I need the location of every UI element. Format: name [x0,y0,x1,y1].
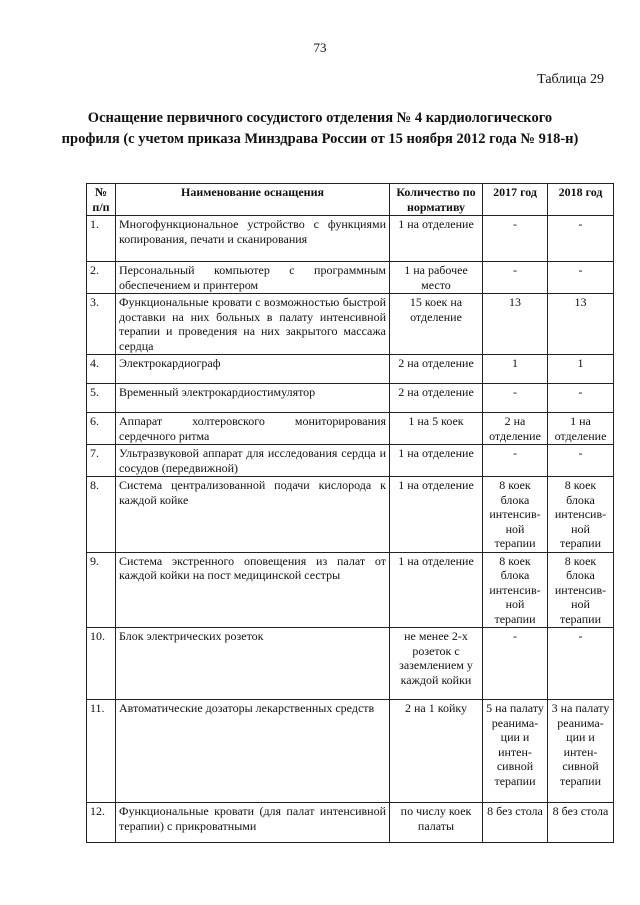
norm-quantity-cell: не менее 2-х розеток с заземлением у каждой койки [390,628,483,700]
row-number-cell: 8. [87,477,116,553]
equipment-name-cell: Функциональные кровати (для палат интенсивной терапии) с прикроватными [116,803,390,843]
norm-quantity-cell: 2 на отделение [390,355,483,384]
year-2017-cell: 8 коек блока интенсив-ной терапии [483,552,548,628]
year-2017-cell: - [483,384,548,413]
row-number-cell: 10. [87,628,116,700]
year-2017-cell: - [483,262,548,294]
norm-quantity-cell: 1 на отделение [390,445,483,477]
table-body [87,216,614,843]
norm-quantity-cell: по числу коек палаты [390,803,483,843]
year-2018-cell: 13 [548,294,614,355]
norm-quantity-cell: 1 на отделение [390,216,483,262]
header-2018: 2018 год [548,184,614,216]
row-number-cell: 7. [87,445,116,477]
table-row [87,294,614,355]
year-2018-cell: 1 [548,355,614,384]
table-row [87,355,614,384]
year-2017-cell: 13 [483,294,548,355]
norm-quantity-cell: 1 на 5 коек [390,413,483,445]
table-row [87,700,614,803]
table-row [87,384,614,413]
equipment-name-cell: Функциональные кровати с возможностью быстрой доставки на них больных в палату интенсивной терапии и проведения на них закрытого массажа сердца [116,294,390,355]
table-row [87,803,614,843]
year-2018-cell: - [548,445,614,477]
norm-quantity-cell: 1 на рабочее место [390,262,483,294]
equipment-name-cell: Блок электрических розеток [116,628,390,700]
equipment-name-cell: Временный электрокардиостимулятор [116,384,390,413]
table-row [87,628,614,700]
table-row [87,216,614,262]
year-2018-cell: 8 без стола [548,803,614,843]
equipment-table [86,183,614,843]
year-2018-cell: - [548,628,614,700]
row-number-cell: 12. [87,803,116,843]
equipment-name-cell: Персональный компьютер с программным обеспечением и принтером [116,262,390,294]
row-number-cell: 4. [87,355,116,384]
year-2018-cell: 8 коек блока интенсив-ной терапии [548,477,614,553]
row-number-cell: 5. [87,384,116,413]
equipment-name-cell: Система централизованной подачи кислорода к каждой койке [116,477,390,553]
document-title: Оснащение первичного сосудистого отделения № 4 кардиологического профиля (с учетом приказа Минздрава России от 15 ноября 2012 года № 918-н) [61,110,579,147]
row-number-cell: 1. [87,216,116,262]
table-row [87,262,614,294]
year-2018-cell: - [548,384,614,413]
norm-quantity-cell: 15 коек на отделение [390,294,483,355]
header-name: Наименование оснащения [116,184,390,216]
table-row [87,552,614,628]
equipment-name-cell: Автоматические дозаторы лекарственных средств [116,700,390,803]
page-number: 73 [313,40,327,55]
table-row [87,477,614,553]
table-row [87,445,614,477]
year-2018-cell: - [548,262,614,294]
norm-quantity-cell: 2 на 1 койку [390,700,483,803]
year-2017-cell: - [483,628,548,700]
year-2018-cell: - [548,216,614,262]
row-number-cell: 3. [87,294,116,355]
year-2017-cell: - [483,216,548,262]
year-2018-cell: 8 коек блока интенсив-ной терапии [548,552,614,628]
row-number-cell: 2. [87,262,116,294]
year-2017-cell: 2 на отделение [483,413,548,445]
equipment-name-cell: Аппарат холтеровского мониторирования сердечного ритма [116,413,390,445]
header-num: № п/п [87,184,116,216]
year-2017-cell: - [483,445,548,477]
header-norm: Количество по нормативу [390,184,483,216]
equipment-name-cell: Многофункциональное устройство с функциями копирования, печати и сканирования [116,216,390,262]
table-label: Таблица 29 [537,72,604,87]
equipment-name-cell: Ультразвуковой аппарат для исследования сердца и сосудов (передвижной) [116,445,390,477]
year-2017-cell: 8 без стола [483,803,548,843]
year-2017-cell: 5 на палату реанима-ции и интен-сивной терапии [483,700,548,803]
norm-quantity-cell: 1 на отделение [390,477,483,553]
norm-quantity-cell: 2 на отделение [390,384,483,413]
equipment-name-cell: Электрокардиограф [116,355,390,384]
norm-quantity-cell: 1 на отделение [390,552,483,628]
year-2017-cell: 8 коек блока интенсив-ной терапии [483,477,548,553]
row-number-cell: 9. [87,552,116,628]
year-2018-cell: 3 на палату реанима-ции и интен-сивной терапии [548,700,614,803]
year-2017-cell: 1 [483,355,548,384]
header-2017: 2017 год [483,184,548,216]
table-row [87,413,614,445]
equipment-name-cell: Система экстренного оповещения из палат от каждой койки на пост медицинской сестры [116,552,390,628]
table-header-row [87,184,614,216]
row-number-cell: 11. [87,700,116,803]
year-2018-cell: 1 на отделение [548,413,614,445]
row-number-cell: 6. [87,413,116,445]
